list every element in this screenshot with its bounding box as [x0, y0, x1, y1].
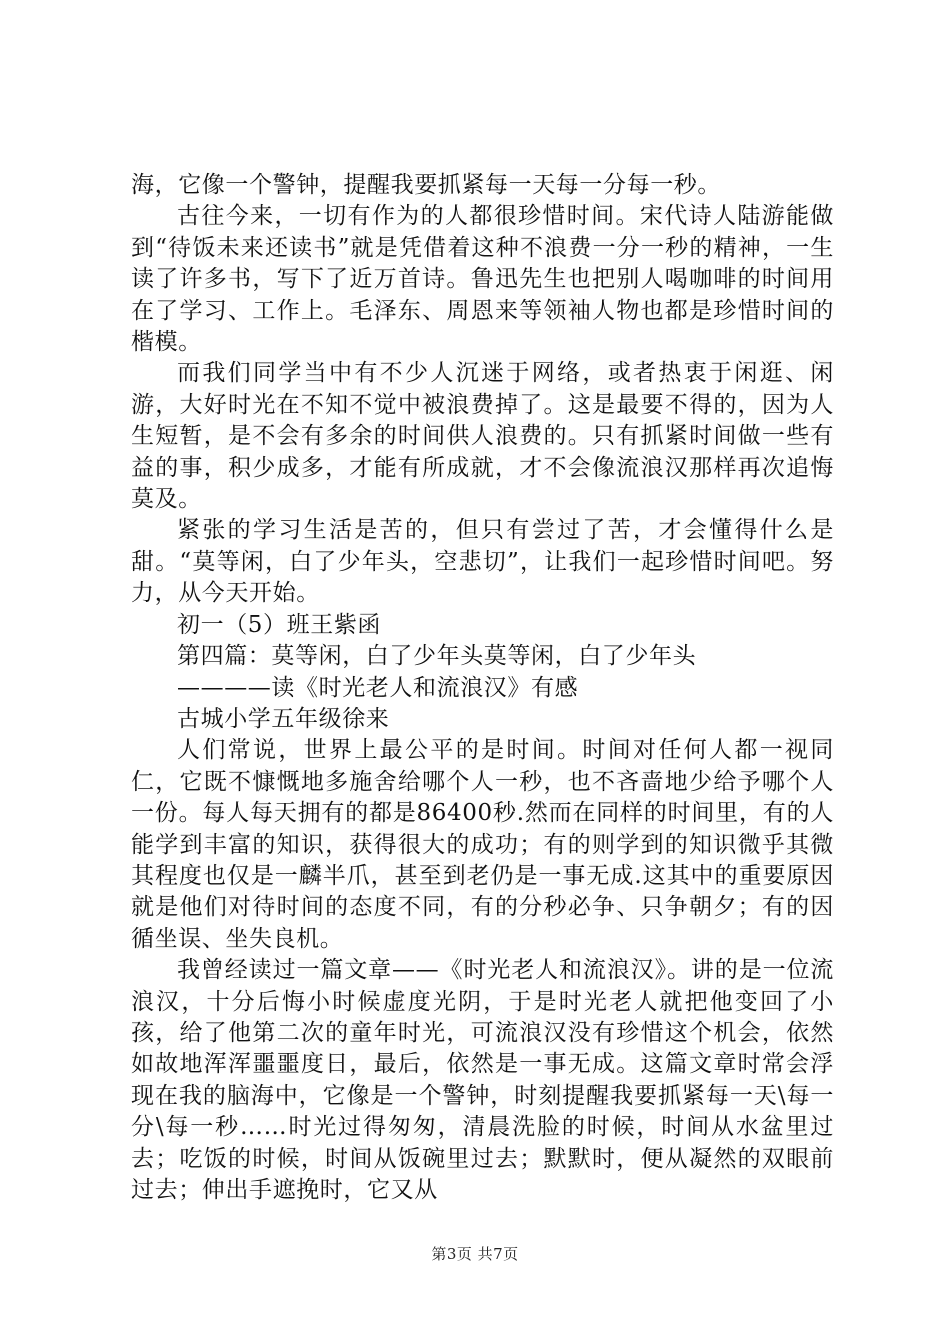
paragraph-3: 而我们同学当中有不少人沉迷于网络，或者热衷于闲逛、闲游，大好时光在不知不觉中被浪费掉了。这是最要不得的，因为人生短暂，是不会有多余的时间供人浪费的。只有抓紧时间做一些有益的事，积少成多，才能有所成就，才不会像流浪汉那样再次追悔莫及。: [131, 360, 834, 513]
page-number-footer: 第3页 共7页: [431, 1245, 519, 1263]
author-line-1: 初一（5）班王紫函: [177, 611, 382, 638]
document-body: [131, 170, 834, 1206]
section-subtitle: ————读《时光老人和流浪汉》有感: [177, 674, 579, 701]
paragraph-10: 我曾经读过一篇文章——《时光老人和流浪汉》。讲的是一位流浪汉，十分后悔小时候虚度光阴，于是时光老人就把他变回了小孩，给了他第二次的童年时光，可流浪汉没有珍惜这个机会，依然如故地浑浑噩噩度日，最后，依然是一事无成。这篇文章时常会浮现在我的脑海中，它像是一个警钟，时刻提醒我要抓紧每一天\每一分\每一秒……时光过得匆匆，清晨洗脸的时候，时间从水盆里过去；吃饭的时候，时间从饭碗里过去；默默时，便从凝然的双眼前过去；伸出手遮挽时，它又从: [131, 957, 834, 1203]
paragraph-9: 人们常说，世界上最公平的是时间。时间对任何人都一视同仁，它既不慷慨地多施舍给哪个人一秒，也不吝啬地少给予哪个人一份。每人每天拥有的都是86400秒.然而在同样的时间里，有的人能学到丰富的知识，获得很大的成功；有的则学到的知识微乎其微其程度也仅是一麟半爪，甚至到老仍是一事无成.这其中的重要原因就是他们对待时间的态度不同，有的分秒必争、只争朝夕；有的因循坐误、坐失良机。: [131, 737, 834, 952]
section-heading: 第四篇：莫等闲，白了少年头莫等闲，白了少年头: [177, 643, 697, 670]
paragraph-1: 海，它像一个警钟，提醒我要抓紧每一天每一分每一秒。: [131, 172, 721, 198]
author-line-2: 古城小学五年级徐来: [177, 705, 390, 732]
paragraph-4: 紧张的学习生活是苦的，但只有尝过了苦，才会懂得什么是甜。“莫等闲，白了少年头，空悲切”，让我们一起珍惜时间吧。努力，从今天开始。: [131, 517, 834, 607]
paragraph-2: 古往今来，一切有作为的人都很珍惜时间。宋代诗人陆游能做到“待饭未来还读书”就是凭借着这种不浪费一分一秒的精神，一生读了许多书，写下了近万首诗。鲁迅先生也把别人喝咖啡的时间用在了学习、工作上。毛泽东、周恩来等领袖人物也都是珍惜时间的楷模。: [131, 203, 834, 356]
